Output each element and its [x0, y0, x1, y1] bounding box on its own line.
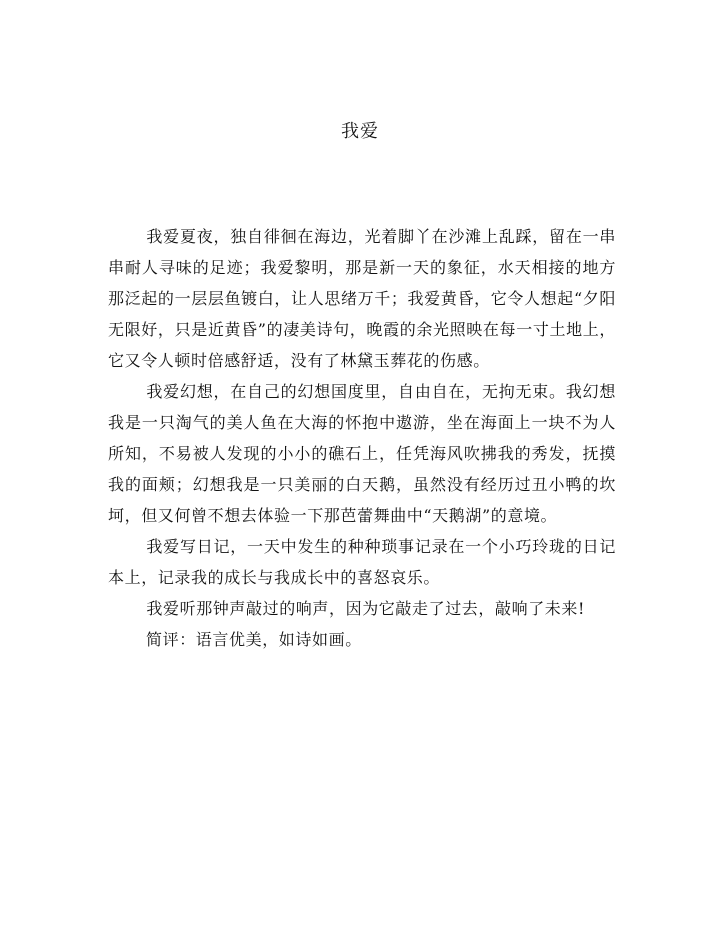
document-title: 我爱	[341, 121, 379, 142]
paragraph-4: 我爱听那钟声敲过的响声，因为它敲走了过去，敲响了未来!	[146, 599, 586, 618]
paragraph-2: 我爱幻想，在自己的幻想国度里，自由自在，无拘无束。我幻想我是一只淘气的美人鱼在大海的怀抱中遨游，坐在海面上一块不为人所知，不易被人发现的小小的礁石上，任凭海风吹拂我的秀发，抚摸我的面颊；幻想我是一只美丽的白天鹅，虽然没有经历过丑小鸭的坎坷，但又何曾不想去体验一下那芭蕾舞曲中“天鹅湖”的意境。	[108, 382, 616, 525]
document-body	[108, 221, 616, 655]
paragraph-3: 我爱写日记，一天中发生的种种琐事记录在一个小巧玲珑的日记本上，记录我的成长与我成长中的喜怒哀乐。	[108, 537, 616, 587]
paragraph-1: 我爱夏夜，独自徘徊在海边，光着脚丫在沙滩上乱踩，留在一串串耐人寻味的足迹；我爱黎明，那是新一天的象征，水天相接的地方那泛起的一层层鱼镀白，让人思绪万千；我爱黄昏，它令人想起“夕阳无限好，只是近黄昏”的凄美诗句，晚霞的余光照映在每一寸土地上，它又令人顿时倍感舒适，没有了林黛玉葬花的伤感。	[108, 227, 616, 370]
brief-comment: 简评：语言优美，如诗如画。	[146, 630, 362, 649]
